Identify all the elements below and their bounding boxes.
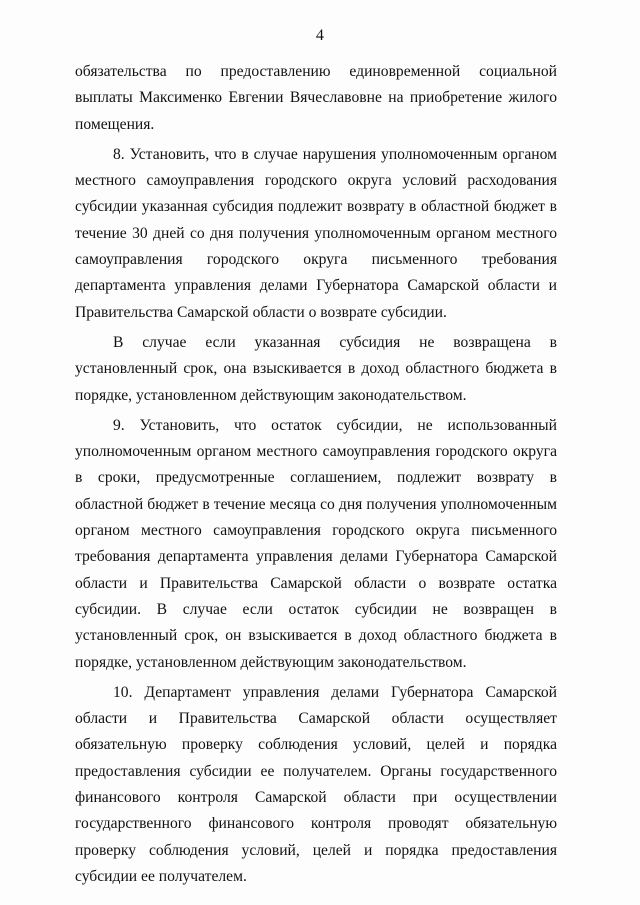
paragraph-clause-10: 10. Департамент управления делами Губернатора Самарской области и Правительства Самарской области осуществляет обязательную проверку соблюдения условий, целей и порядка предоставления субсидии ее получателем. Органы государственного финансового контроля Самарской области при осуществлении государственного финансового контроля проводят обязательную проверку соблюдения условий, целей и порядка предоставления субсидии ее получателем. — [75, 683, 557, 885]
paragraph-clause-8-return: В случае если указанная субсидия не возвращена в установленный срок, она взыскивается в доход областного бюджета в порядке, установленном действующим законодательством. — [75, 333, 557, 404]
paragraph-clause-8: 8. Установить, что в случае нарушения уполномоченным органом местного самоуправления городского округа условий расходования субсидии указанная субсидия подлежит возврату в областной бюджет в течение 30 дней со дня получения уполномоченным органом местного самоуправления городского округа письменного требования департамента управления делами Губернатора Самарской области и Правительства Самарской области о возврате субсидии. — [75, 145, 557, 321]
paragraph-continuation: обязательства по предоставлению единовременной социальной выплаты Максименко Евгении Вячеславовне на приобретение жилого помещения. — [75, 63, 557, 133]
page-number: 4 — [315, 27, 325, 44]
paragraph-clause-9: 9. Установить, что остаток субсидии, не использованный уполномоченным органом местного самоуправления городского округа в сроки, предусмотренные соглашением, подлежит возврату в областной бюджет в течение месяца со дня получения уполномоченным органом местного самоуправления городского округа письменного требования департамента управления делами Губернатора Самарской области и Правительства Самарской области о возврате остатка субсидии. В случае если остаток субсидии не возвращен в установленный срок, он взыскивается в доход областного бюджета в порядке, установленном действующим законодательством. — [75, 416, 557, 671]
document-body — [75, 59, 557, 894]
